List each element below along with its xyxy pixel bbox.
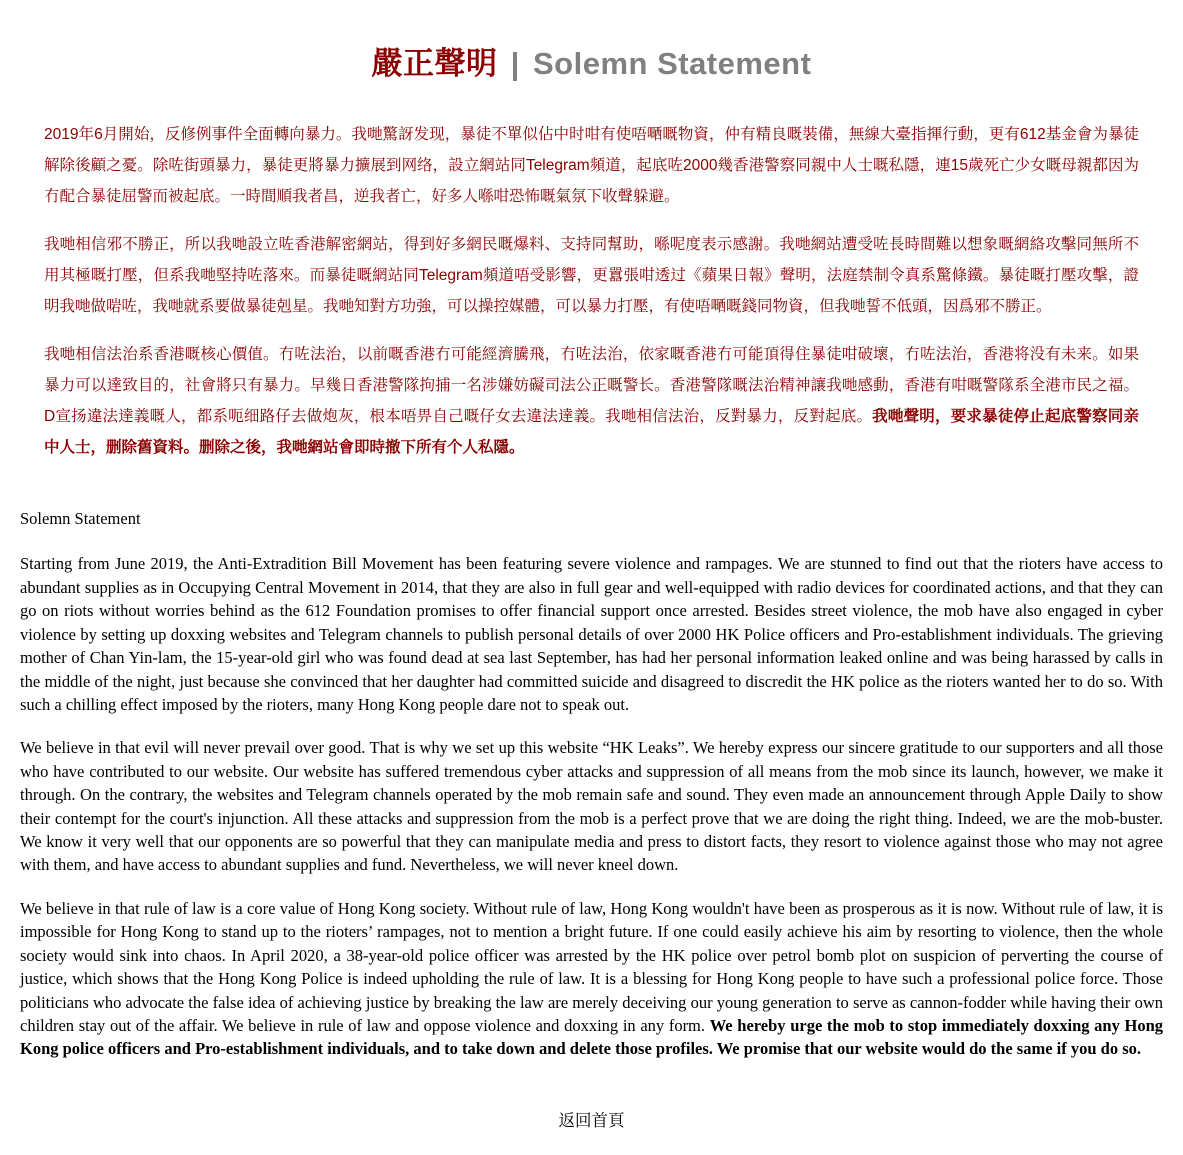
page-title-chinese: 嚴正聲明 [371,46,498,81]
chinese-paragraph-bold: 我哋聲明，要求暴徒停止起底警察同亲中人士，删除舊資料。删除之後，我哋網站會即時撤下所有个人私隱。 [44,408,1139,456]
chinese-paragraph [44,119,1139,212]
english-paragraph [20,897,1163,1061]
page-title-separator: | [510,46,520,81]
chinese-paragraph [44,229,1139,322]
page-footer [0,1061,1183,1155]
english-statement-heading: Solemn Statement [20,509,141,528]
english-paragraph-text: We believe in that evil will never prevail over good. That is why we set up this website “HK Leaks”. We hereby express our sincere gratitude to our supporters and all those who have contributed to our website. Our website has suffered tremendous cyber attacks and suppression of all means from the mob since its launch, however, we make it through. On the contrary, the websites and Telegram channels operated by the mob remain safe and sound. They even made an announcement through Apple Daily to show their contempt for the court's injunction. All these attacks and suppression from the mob is a perfect prove that we are doing the right thing. Indeed, we are the mob-buster. We know it very well that our opponents are so powerful that they can manipulate media and press to distort facts, they resort to violence against those who may not agree with them, and have access to abundant supplies and fund. Nevertheless, we will never kneel down. [20,738,1163,875]
chinese-paragraph-text: 我哋相信邪不勝正，所以我哋設立咗香港解密網站，得到好多網民嘅爆料、支持同幫助，喺呢度表示感謝。我哋網站遭受咗長時間難以想象嘅網絡攻擊同無所不用其極嘅打壓，但系我哋堅持咗落來。而暴徒嘅網站同Telegram頻道唔受影響，更囂張咁透过《蘋果日報》聲明，法庭禁制令真系驚條鐵。暴徒嘅打壓攻擊，證明我哋做啱咗，我哋就系要做暴徒剋星。我哋知對方功強，可以操控媒體，可以暴力打壓，有使唔嗮嘅錢同物資，但我哋誓不低頭，因爲邪不勝正。 [44,236,1139,315]
english-paragraph-text: Starting from June 2019, the Anti-Extradition Bill Movement has been featuring severe violence and rampages. We are stunned to find out that the rioters have access to abundant supplies as in Occupying Central Movement in 2014, that they are also in full gear and well-equipped with radio devices for coordinated actions, and that they can go on riots without worries behind as the 612 Foundation promises to offer financial support once arrested. Besides street violence, the mob have also engaged in cyber violence by setting up doxxing websites and Telegram channels to publish personal details of over 2000 HK Police officers and Pro-establishment individuals. The grieving mother of Chan Yin-lam, the 15-year-old girl who was found dead at sea last September, has had her personal information leaked online and was being harassed by calls in the middle of the night, just because she convinced that her daughter had committed suicide and disagreed to discredit the HK police as the rioters wanted her to do so. With such a chilling effect imposed by the rioters, many Hong Kong people dare not to speak out. [20,554,1163,714]
chinese-paragraph-text: 2019年6月開始，反修例事件全面轉向暴力。我哋驚訝发现，暴徒不單似佔中时咁有使唔嗮嘅物資，仲有精良嘅裝備，無線大臺指揮行動，更有612基金會为暴徒解除後顧之憂。除咗街頭暴力，暴徒更將暴力擴展到网络，設立網站同Telegram頻道，起底咗2000幾香港警察同親中人士嘅私隱，連15歲死亡少女嘅母親都因为冇配合暴徒屈警而被起底。一時間順我者昌，逆我者亡，好多人喺咁恐怖嘅氣氛下收聲躲避。 [44,126,1139,205]
back-to-home-link[interactable]: 返回首頁 [558,1110,625,1130]
english-paragraph [20,552,1163,716]
english-paragraph-bold: We hereby urge the mob to stop immediately doxxing any Hong Kong police officers and Pro-establishment individuals, and to take down and delete those profiles. We promise that our website would do the same if you do so. [20,1016,1164,1059]
page-title [0,0,1183,83]
english-paragraph [20,736,1163,877]
chinese-statement [0,83,1183,463]
chinese-paragraph [44,339,1139,463]
english-paragraph-text: We believe in that rule of law is a core value of Hong Kong society. Without rule of law, Hong Kong wouldn't have been as prosperous as it is now. Without rule of law, it is impossible for Hong Kong to stand up to the rioters’ rampages, not to mention a bright future. If one could easily achieve his aim by resorting to violence, then the whole society would sink into chaos. In April 2020, a 38-year-old police officer was arrested by the HK police over petrol bomb plot on suspicion of perverting the course of justice, which shows that the Hong Kong Police is indeed upholding the rule of law. It is a blessing for Hong Kong people to have such a professional police force. Those politicians who advocate the false idea of achieving justice by breaking the law are merely deceiving our young generation to serve as cannon-fodder while having their own children stay out of the affair. We believe in rule of law and oppose violence and doxxing in any form. [20,898,1163,1036]
page-title-english: Solemn Statement [532,46,812,81]
chinese-paragraph-text: 我哋相信法治系香港嘅核心價值。冇咗法治，以前嘅香港冇可能經濟騰飛，冇咗法治，依家嘅香港冇可能頂得住暴徒咁破壞，冇咗法治，香港将没有未来。如果暴力可以達致目的，社會將只有暴力。早幾日香港警隊拘捕一名涉嫌妨礙司法公正嘅警长。香港警隊嘅法治精神讓我哋感動，香港有咁嘅警隊系全港市民之福。D宣扬違法達義嘅人，都系呃细路仔去做炮灰，根本唔畀自己嘅仔女去違法達義。我哋相信法治，反對暴力，反對起底。 [44,346,1139,425]
english-statement [0,463,1183,1061]
